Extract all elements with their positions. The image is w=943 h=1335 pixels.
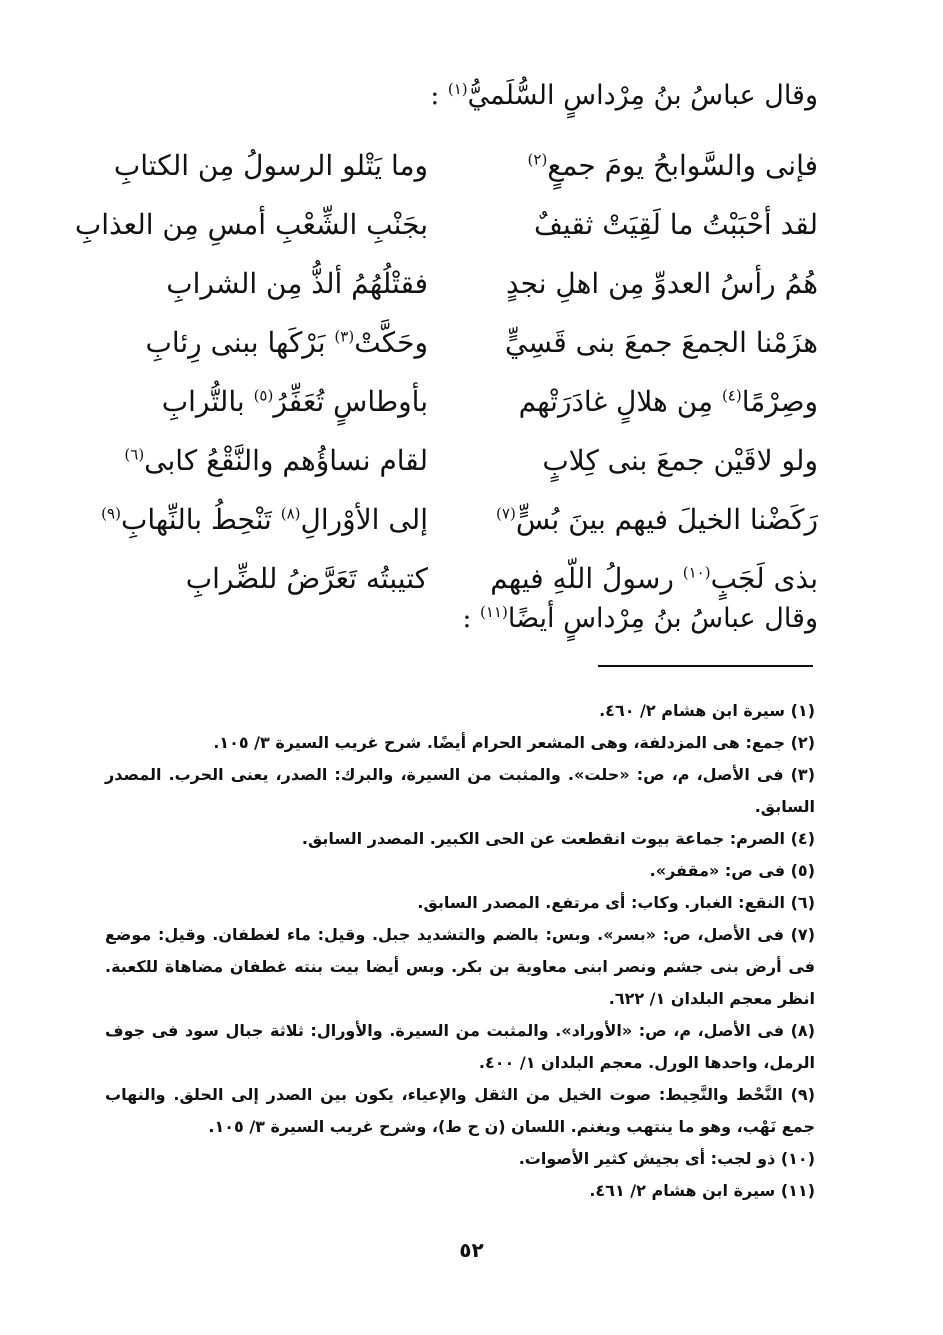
footnote: (٢) جمع: هى المزدلفة، وهى المشعر الحرام أيضًا. شرح غريب السيرة ٣/ ١٠٥. (213, 733, 815, 752)
footnote-separator (598, 665, 813, 667)
footnote: (٥) فى ص: «مقفر». (649, 861, 815, 880)
verse-line (0, 376, 943, 428)
footnote: (٤) الصرم: جماعة بيوت انقطعت عن الحى الكبير. المصدر السابق. (301, 829, 815, 848)
verse-second-hemistich: وما يَتْلو الرسولُ مِن الكتابِ (113, 149, 428, 182)
verse-line (0, 317, 943, 369)
footnote: (١١) سيرة ابن هشام ٢/ ٤٦١. (589, 1181, 815, 1200)
verse-line (0, 553, 943, 605)
verse-second-hemistich: بأوطاسٍ تُعَفِّرُ$^{(٥)}$ بالتُّرابِ (161, 385, 428, 418)
footnote-marker: (٤) (721, 386, 742, 405)
introduction-text: وقال عباسُ بنُ مِرْداسٍ السُّلَميُّ (467, 80, 818, 111)
footnote-marker: (٣) (334, 327, 355, 346)
footnote-marker: (١) (447, 80, 468, 98)
verse-second-hemistich: بجَنْبِ الشِّعْبِ أمسِ مِن العذابِ (74, 208, 428, 241)
page-number: ٥٢ (459, 1238, 484, 1262)
verse-first-hemistich: بذى لَجَبٍ$^{(١٠)}$ رسولُ اللّهِ فيهم (490, 562, 818, 595)
footnote: (١) سيرة ابن هشام ٢/ ٤٦٠. (599, 701, 815, 720)
footnote: (٧) فى الأصل، ص: «بسر». وبس: بالضم والتشديد جبل. وقيل: ماء لغطفان. وقيل: موضع فى أرض بنى جشم ونصر ابنى معاوية بن بكر. وبس أيضا بيت بنته غطفان مضاهاة للكعبة. انظر معجم البلدان ١/ ٦٢٢. (105, 925, 815, 1008)
footnote-marker: (٨) (280, 504, 301, 523)
poem-introduction (462, 605, 818, 632)
verse-line (0, 140, 943, 192)
footnotes (105, 695, 815, 1207)
verse-second-hemistich: كتيبتُه تَعَرَّضُ للضِّرابِ (185, 562, 428, 595)
introduction-colon: : (462, 603, 481, 634)
verse-line (0, 435, 943, 487)
verse-second-hemistich: فقتْلُهُمُ ألذُّ مِن الشرابِ (166, 267, 428, 300)
verse-line (0, 494, 943, 546)
introduction-text: وقال عباسُ بنُ مِرْداسٍ أيضًا (507, 603, 818, 634)
poem-introduction (430, 82, 818, 109)
footnote-marker: (٧) (496, 504, 516, 523)
footnote-marker: (٦) (124, 445, 145, 464)
verse-first-hemistich: ولو لاقَيْن جمعَ بنى كِلابٍ (542, 444, 818, 477)
verse-second-hemistich: لقام نساؤُهم والنَّقْعُ كابى$^{(٦)}$ (124, 444, 428, 477)
verse-first-hemistich: فإنى والسَّوابحُ يومَ جمعٍ$^{(٢)}$ (527, 149, 818, 182)
footnote-marker: (٢) (527, 150, 548, 169)
verse-first-hemistich: هُمُ رأسُ العدوِّ مِن اهلِ نجدٍ (505, 267, 818, 300)
footnote-marker: (١٠) (682, 563, 711, 582)
verse-first-hemistich: هزَمْنا الجمعَ جمعَ بنى قَسِيٍّ (505, 326, 818, 359)
footnote: (٦) النقع: الغبار. وكاب: أى مرتفع. المصدر السابق. (417, 893, 815, 912)
introduction-colon: : (430, 80, 448, 111)
footnote: (٣) فى الأصل، م، ص: «حلت». والمثبت من السيرة، والبرك: الصدر، يعنى الحرب. المصدر السابق. (105, 765, 815, 816)
footnote-marker: (٩) (101, 504, 121, 523)
footnote-marker: (٥) (253, 386, 274, 405)
verse-line (0, 258, 943, 310)
poem (0, 140, 943, 610)
footnote: (٩) النَّحْط والنَّحِيط: صوت الخيل من الثقل والإعياء، يكون بين الصدر إلى الحلق. والنهاب جمع نَهْب، وهو ما ينتهب ويغنم. اللسان (ن ح ط)، وشرح غريب السيرة ٣/ ١٠٥. (105, 1085, 815, 1136)
verse-second-hemistich: وحَكَّتْ$^{(٣)}$ بَرْكَها ببنى رِئابِ (145, 326, 428, 359)
footnote-marker: (١١) (480, 603, 508, 621)
verse-first-hemistich: لقد أحْبَبْتُ ما لَقِيَتْ ثقيفٌ (533, 208, 818, 241)
verse-line (0, 199, 943, 251)
verse-second-hemistich: إلى الأوْرالِ$^{(٨)}$ تَنْحِطُ بالنِّهابِ$^{(٩)}$ (101, 503, 428, 536)
verse-first-hemistich: رَكَضْنا الخيلَ فيهم بينَ بُسٍّ$^{(٧)}$ (496, 503, 818, 536)
footnote: (١٠) ذو لجب: أى بجيش كثير الأصوات. (518, 1149, 815, 1168)
footnote: (٨) فى الأصل، م، ص: «الأوراد». والمثبت من السيرة. والأورال: ثلاثة جبال سود فى جوف الرمل، واحدها الورل. معجم البلدان ١/ ٤٠٠. (105, 1021, 815, 1072)
verse-first-hemistich: وصِرْمًا$^{(٤)}$ مِن هلالٍ غادَرَتْهم (518, 385, 818, 418)
